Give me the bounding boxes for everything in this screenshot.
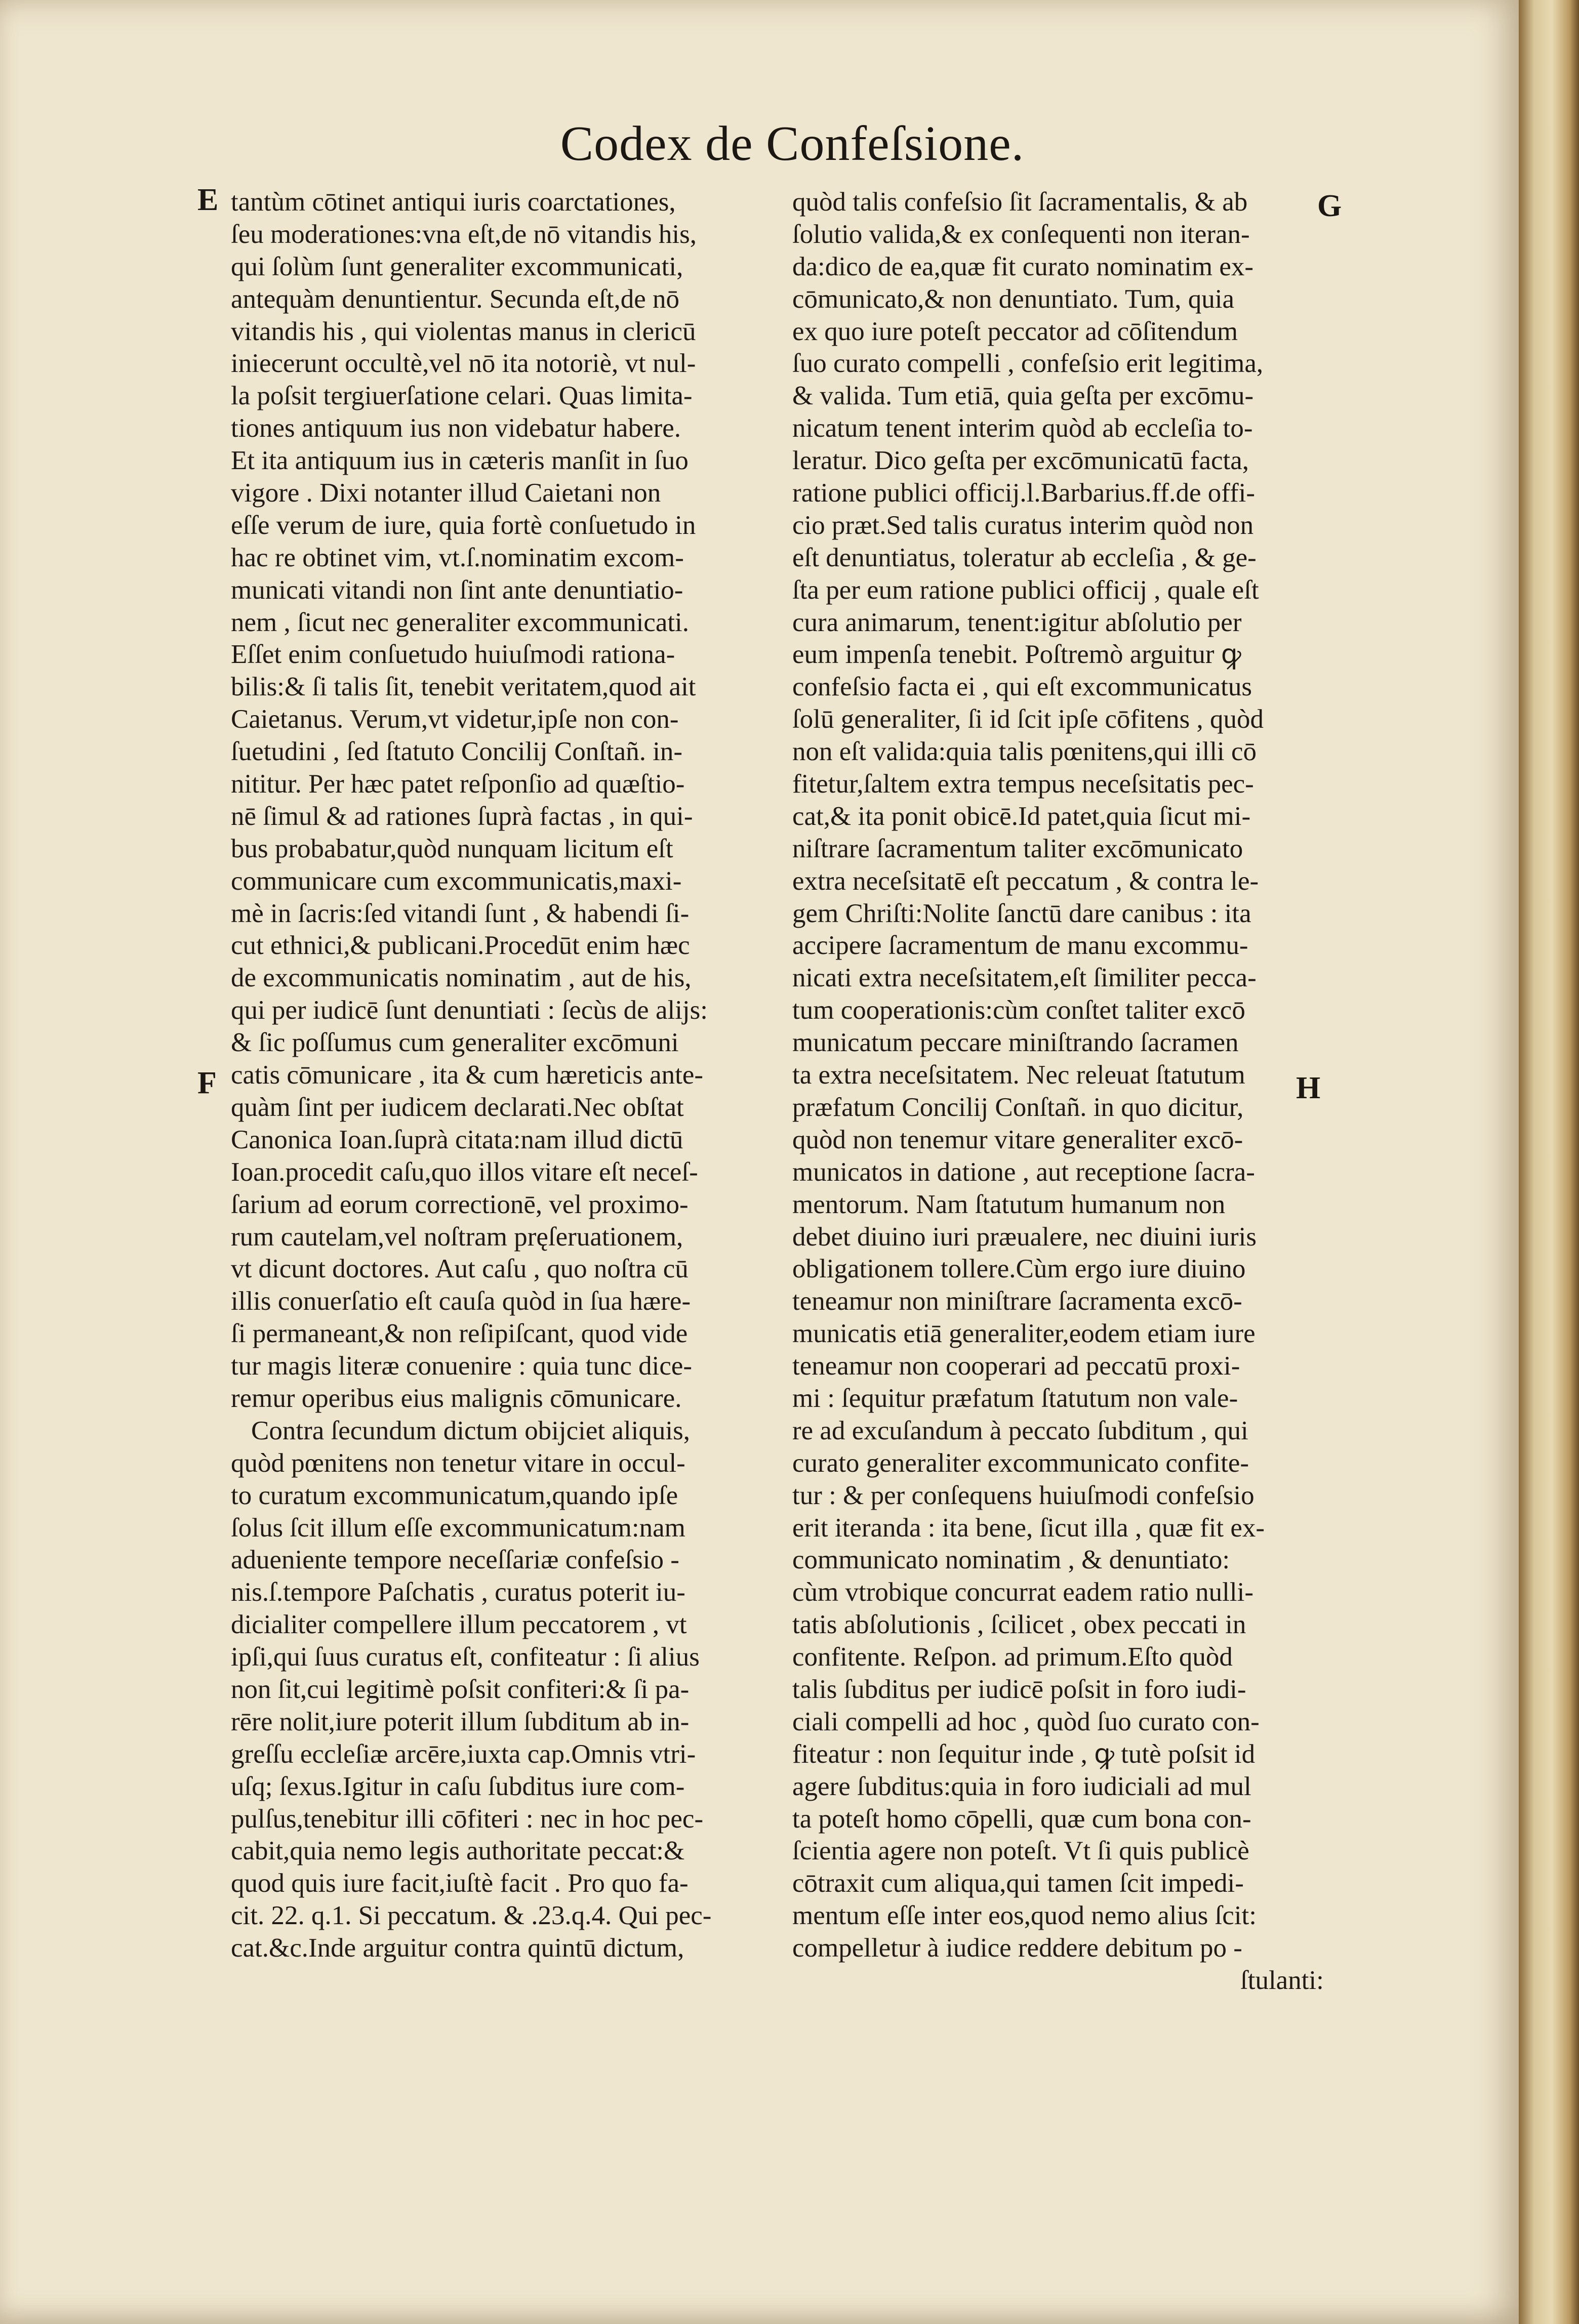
text-line: non eſt valida:quia talis pœnitens,qui illi cō [792,737,1257,767]
text-line: communicare cum excommunicatis,maxi- [231,866,682,896]
text-line: uſq; ſexus.Igitur in caſu ſubditus iure com- [231,1771,685,1801]
text-line: ſtulanti: [1240,1965,1324,1995]
text-line: vitandis his , qui violentas manus in clericū [231,316,696,346]
text-line: ſeu moderationes:vna eſt,de nō vitandis his, [231,219,697,249]
text-line: cut ethnici,& publicani.Procedūt enim hæc [231,931,690,961]
text-line: dicialiter compellere illum peccatorem , vt [231,1610,687,1640]
text-line: ſuetudini , ſed ſtatuto Concilij Conſtañ. in- [231,737,683,767]
text-line: erit iteranda : ita bene, ſicut illa , quæ fit ex- [792,1513,1265,1543]
text-line: confeſsio facta ei , qui eſt excommunicatus [792,672,1252,702]
text-line: bilis:& ſi talis ſit, tenebit veritatem,quod ait [231,672,696,702]
page-title: Codex de Confeſsione. [560,116,1025,171]
text-line: & ſic poſſumus cum generaliter excōmuni [231,1028,679,1058]
text-line: municatos in datione , aut receptione ſacra- [792,1157,1255,1187]
text-line: tiones antiquum ius non videbatur habere. [231,413,681,443]
text-line: illis conuerſatio eſt cauſa quòd in ſua hære- [231,1286,691,1316]
text-line: quàm ſint per iudicem declarati.Nec obſtat [231,1092,684,1122]
text-line: la poſsit tergiuerſatione celari. Quas limita- [231,381,693,411]
text-line: extra neceſsitatē eſt peccatum , & contra le- [792,866,1259,896]
text-line: tum cooperationis:cùm conſtet taliter excō [792,995,1245,1025]
text-line: eſſe verum de iure, quia fortè conſuetudo in [231,510,696,540]
text-line: Ioan.procedit caſu,quo illos vitare eſt neceſ- [231,1157,698,1187]
text-line: mentum eſſe inter eos,quod nemo alius ſcit: [792,1901,1257,1931]
text-line: municati vitandi non ſint ante denuntiatio- [231,575,683,605]
text-line: qui per iudicē ſunt denuntiati : ſecùs de alijs: [231,995,708,1025]
text-line: eſt denuntiatus, toleratur ab eccleſia , & ge- [792,543,1257,572]
text-line: ratione publici officij.l.Barbarius.ff.de offi- [792,478,1255,508]
text-line: da:dico de ea,quæ fit curato nominatim ex- [792,252,1254,281]
text-line: Et ita antiquum ius in cæteris manſit in ſuo [231,446,689,476]
text-line: talis ſubditus per iudicē poſsit in foro iudi- [792,1674,1246,1704]
text-line: agere ſubditus:quia in foro iudiciali ad mul [792,1771,1251,1801]
right-text-column [792,186,1339,1997]
text-line: compelletur à iudice reddere debitum po - [792,1933,1242,1963]
text-line: rēre nolit,iure poterit illum ſubditum ab in- [231,1707,690,1736]
text-line: Canonica Ioan.ſuprà citata:nam illud dictū [231,1125,683,1154]
text-line: ſuo curato compelli , confeſsio erit legitima, [792,349,1264,379]
text-line: re ad excuſandum à peccato ſubditum , qui [792,1416,1248,1445]
text-line: qui ſolùm ſunt generaliter excommunicati, [231,252,683,281]
text-line: municatum peccare miniſtrando ſacramen [792,1028,1239,1058]
page-edge [1519,0,1579,2324]
text-line: mentorum. Nam ſtatutum humanum non [792,1189,1226,1219]
text-line: cabit,quia nemo legis authoritate peccat:& [231,1836,685,1866]
text-line: nicatum tenent interim quòd ab eccleſia to- [792,413,1253,443]
text-line: cùm vtrobique concurrat eadem ratio nulli- [792,1578,1253,1607]
text-line: municatis etiā generaliter,eodem etiam iure [792,1319,1256,1349]
text-line: communicato nominatim , & denuntiato: [792,1545,1230,1575]
text-line: tur magis literæ conuenire : quia tunc dice- [231,1351,693,1381]
text-line: cio præt.Sed talis curatus interim quòd non [792,510,1254,540]
text-line: quòd pœnitens non tenetur vitare in occul- [231,1448,685,1478]
margin-letter-e: E [197,183,219,217]
text-line: gem Chriſti:Nolite ſanctū dare canibus : ita [792,898,1251,928]
text-line: accipere ſacramentum de manu excommu- [792,931,1248,961]
text-line: greſſu eccleſiæ arcēre,iuxta cap.Omnis vtri- [231,1739,696,1769]
text-line: ſarium ad eorum correctionē, vel proximo- [231,1189,689,1219]
text-line: nicati extra neceſsitatem,eſt ſimiliter pecca- [792,963,1257,993]
text-line: fiteatur : non ſequitur inde , ꝙ tutè poſsit id [792,1739,1256,1769]
margin-letter-f: F [197,1066,217,1100]
text-line: bus probabatur,quòd nunquam licitum eſt [231,834,673,863]
margin-letter-g: G [1317,189,1342,223]
text-line: nē ſimul & ad rationes ſuprà factas , in qui- [231,801,693,831]
text-line: fitetur,ſaltem extra tempus neceſsitatis pec- [792,769,1254,799]
text-line: nititur. Per hæc patet reſponſio ad quæſtio- [231,769,685,799]
text-line: remur operibus eius malignis cōmunicare. [231,1383,682,1413]
text-line: niſtrare ſacramentum taliter excōmunicato [792,834,1243,863]
text-line: cat.&c.Inde arguitur contra quintū dictum, [231,1933,684,1963]
text-line: catis cōmunicare , ita & cum hæreticis ante- [231,1060,704,1090]
text-line: ciali compelli ad hoc , quòd ſuo curato con- [792,1707,1260,1736]
text-line: leratur. Dico geſta per excōmunicatū facta, [792,446,1249,476]
text-line: de excommunicatis nominatim , aut de his, [231,963,692,993]
text-line: non ſit,cui legitimè poſsit confiteri:& ſi pa- [231,1674,690,1704]
text-line: tatis abſolutionis , ſcilicet , obex peccati in [792,1610,1246,1640]
text-line: ſta per eum ratione publici officij , quale eſt [792,575,1259,605]
text-line: cit. 22. q.1. Si peccatum. & .23.q.4. Qui pec- [231,1901,712,1931]
left-text-column [231,186,775,1965]
text-line: pulſus,tenebitur illi cōfiteri : nec in hoc pec- [231,1804,704,1834]
text-line: & valida. Tum etiā, quia geſta per excōmu- [792,381,1254,411]
text-line: ſi permaneant,& non reſipiſcant, quod vide [231,1319,688,1349]
text-line: nem , ſicut nec generaliter excommunicati. [231,607,690,637]
text-line: mè in ſacris:ſed vitandi ſunt , & habendi ſi- [231,898,690,928]
text-line: ta extra neceſsitatem. Nec releuat ſtatutum [792,1060,1245,1090]
text-line: teneamur non cooperari ad peccatū proxi- [792,1351,1240,1381]
text-line: rum cautelam,vel noſtram pręſeruationem, [231,1222,683,1252]
text-line: antequàm denuntientur. Secunda eſt,de nō [231,284,680,314]
text-line: ex quo iure poteſt peccator ad cōſitendum [792,316,1238,346]
text-line: quod quis iure facit,iuſtè facit . Pro quo fa- [231,1869,689,1898]
text-line: vt dicunt doctores. Aut caſu , quo noſtra cū [231,1254,689,1284]
text-line: quòd talis confeſsio ſit ſacramentalis, & ab [792,187,1248,217]
text-line: confitente. Reſpon. ad primum.Eſto quòd [792,1642,1233,1672]
text-line: obligationem tollere.Cùm ergo iure diuino [792,1254,1246,1284]
text-line: cura animarum, tenent:igitur abſolutio per [792,607,1242,637]
text-line: tur : & per conſequens huiuſmodi confeſsio [792,1480,1254,1510]
text-line: hac re obtinet vim, vt.ſ.nominatim excom- [231,543,684,572]
text-line: Eſſet enim conſuetudo huiuſmodi rationa- [231,640,675,670]
text-line: ſolutio valida,& ex conſequenti non iteran- [792,219,1250,249]
text-line: ſolū generaliter, ſi id ſcit ipſe cōfitens , quòd [792,704,1264,734]
text-line: cōmunicato,& non denuntiato. Tum, quia [792,284,1234,314]
text-line: Caietanus. Verum,vt videtur,ipſe non con- [231,704,679,734]
text-line: debet diuino iuri præualere, nec diuini iuris [792,1222,1257,1252]
text-line: adueniente tempore neceſſariæ confeſsio - [231,1545,679,1575]
text-line: cat,& ita ponit obicē.Id patet,quia ſicut mi- [792,801,1251,831]
text-line: ta poteſt homo cōpelli, quæ cum bona con- [792,1804,1251,1834]
text-line: eum impenſa tenebit. Poſtremò arguitur ꝙ [792,640,1241,670]
text-line: Contra ſecundum dictum obijciet aliquis, [251,1416,690,1445]
margin-letter-h: H [1296,1071,1321,1105]
text-line: tantùm cōtinet antiqui iuris coarctationes, [231,187,676,217]
text-line: curato generaliter excommunicato confite- [792,1448,1249,1478]
text-line: ſcientia agere non poteſt. Vt ſi quis publicè [792,1836,1249,1866]
text-line: ipſi,qui ſuus curatus eſt, confiteatur : ſi alius [231,1642,700,1672]
text-line: to curatum excommunicatum,quando ipſe [231,1480,678,1510]
text-line: cōtraxit cum aliqua,qui tamen ſcit impedi- [792,1869,1244,1898]
text-line: ſolus ſcit illum eſſe excommunicatum:nam [231,1513,685,1543]
text-line: iniecerunt occultè,vel nō ita notoriè, vt nul- [231,349,696,379]
text-line: mi : ſequitur præfatum ſtatutum non vale- [792,1383,1238,1413]
text-line: nis.ſ.tempore Paſchatis , curatus poterit iu- [231,1578,685,1607]
text-line: vigore . Dixi notanter illud Caietani non [231,478,661,508]
text-line: quòd non tenemur vitare generaliter excō- [792,1125,1243,1154]
text-line: teneamur non miniſtrare ſacramenta excō- [792,1286,1242,1316]
text-line: præfatum Concilij Conſtañ. in quo dicitur, [792,1092,1244,1122]
